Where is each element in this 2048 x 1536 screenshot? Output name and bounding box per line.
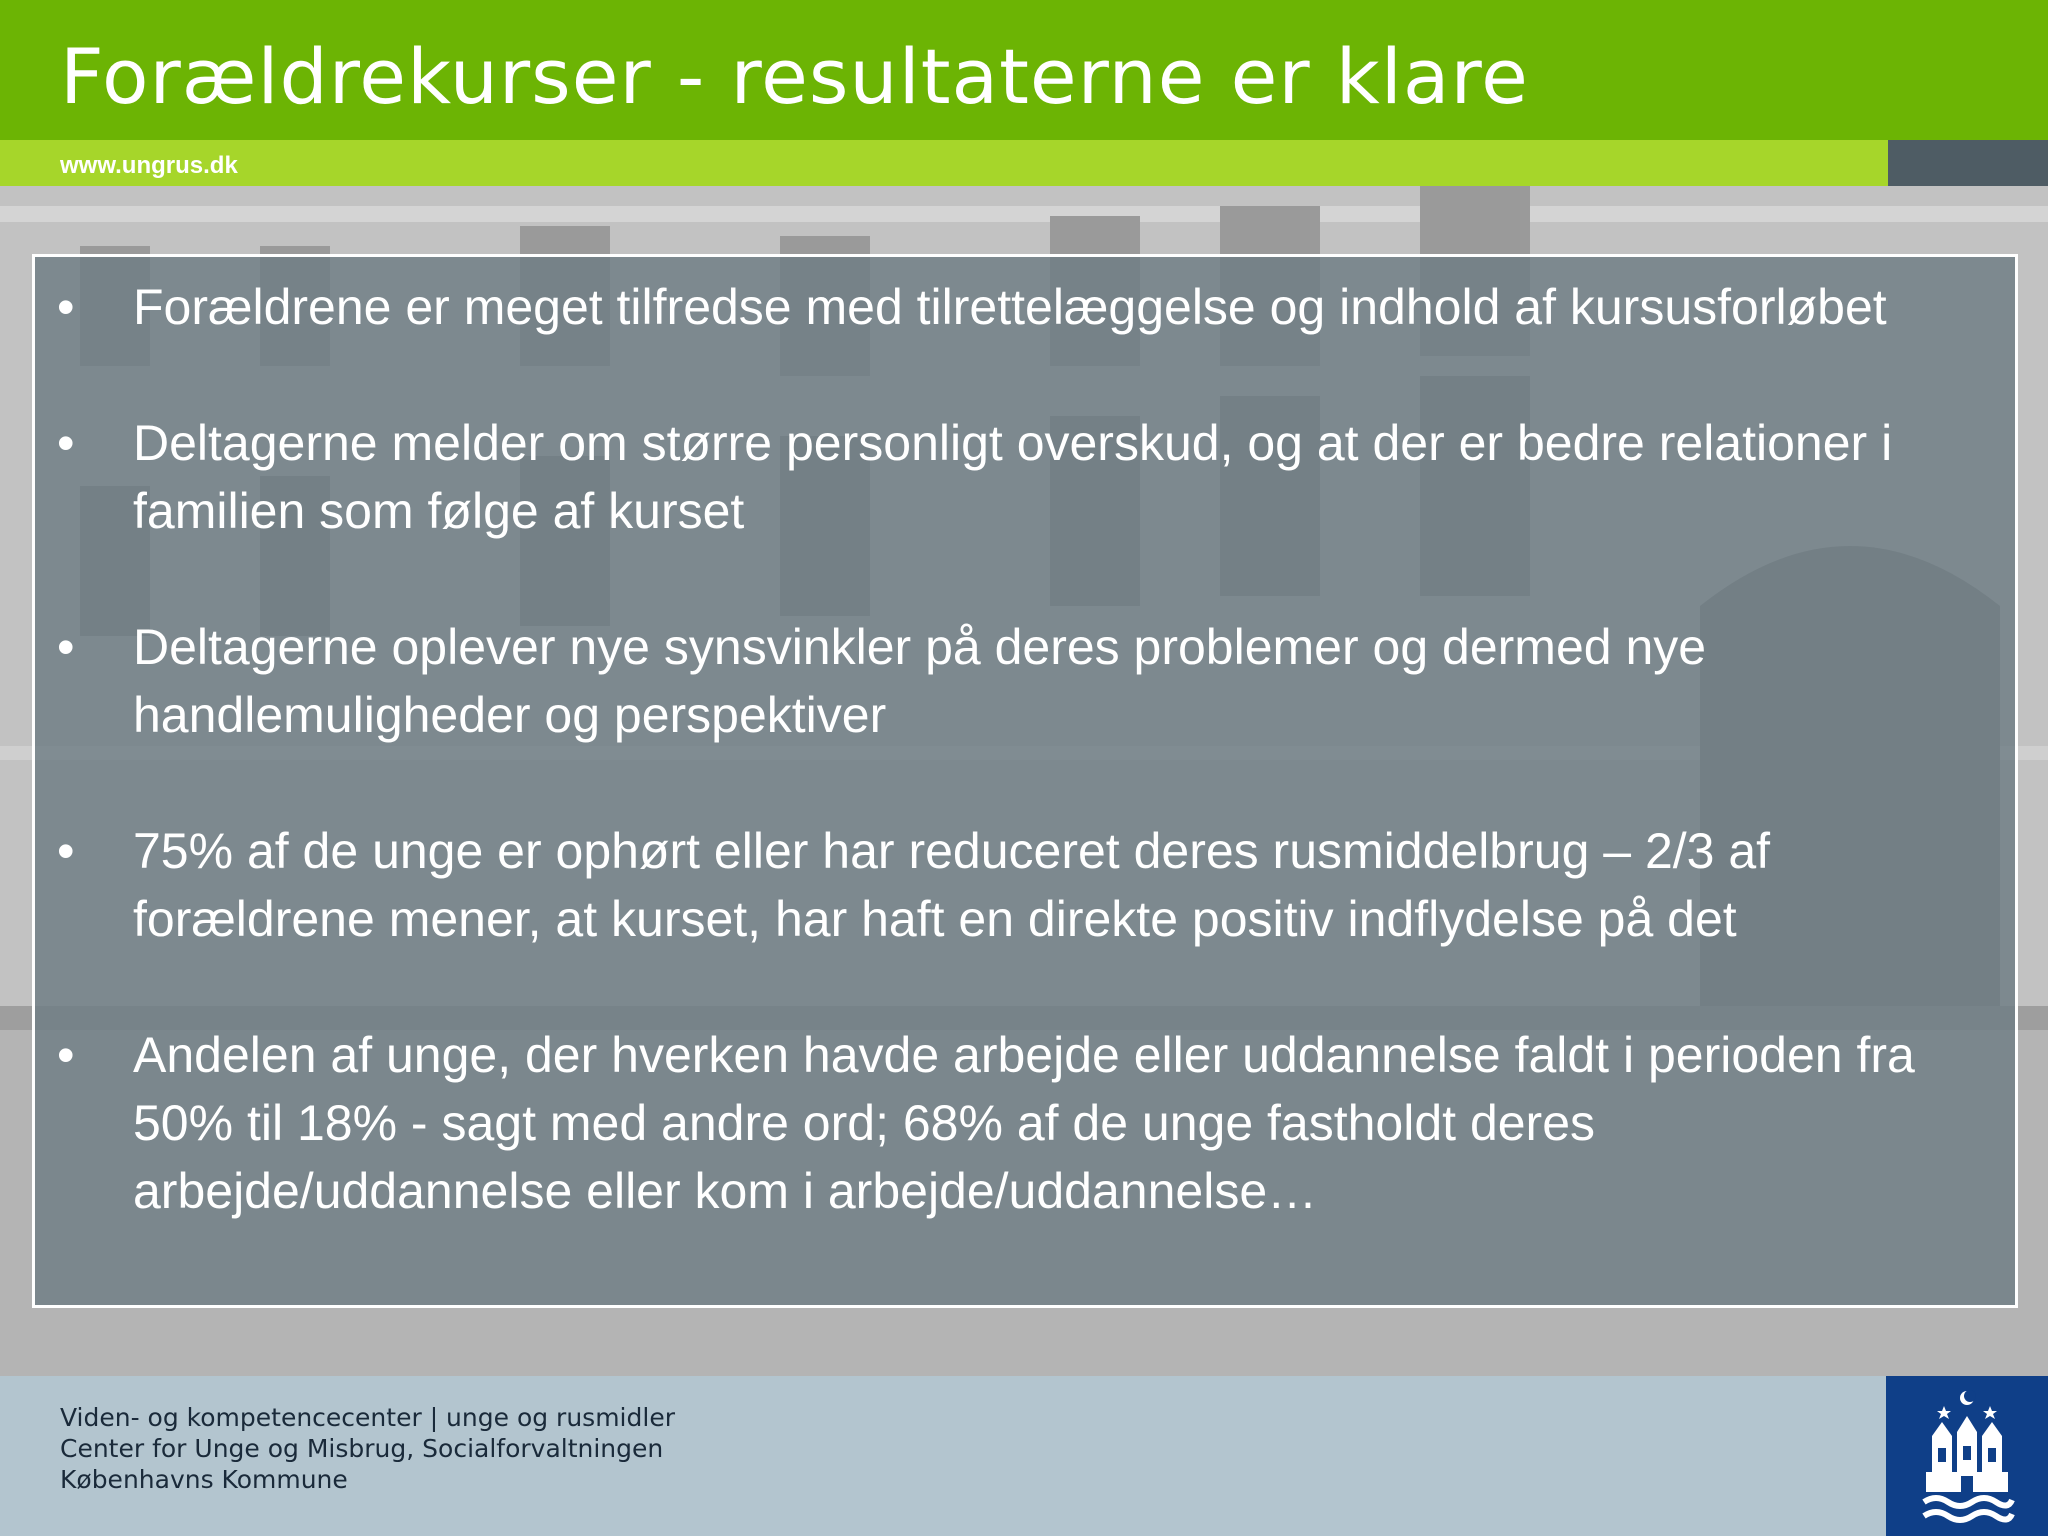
bullet-marker: • (57, 1027, 75, 1083)
kobenhavns-kommune-logo (1886, 1376, 2048, 1536)
slide-title: Forældrekurser - resultaterne er klare (60, 32, 1529, 121)
bullet-item (35, 613, 2015, 749)
bullet-item (35, 1021, 2015, 1225)
bullet-text: Deltagerne melder om større personligt overskud, og at der er bedre relationer i familien som følge af kurset (133, 415, 1893, 539)
bullet-text: Andelen af unge, der hverken havde arbejde eller uddannelse faldt i perioden fra 50% til 18% - sagt med andre ord; 68% af de unge fastholdt deres arbejde/uddannelse eller kom i arbejde/uddannelse… (133, 1027, 1915, 1219)
bullet-marker: • (57, 415, 75, 471)
slide-footer (0, 1376, 2048, 1536)
organization-info (60, 1402, 675, 1495)
footer-line-department: Center for Unge og Misbrug, Socialforvaltningen (60, 1434, 664, 1463)
footer-line-municipality: Københavns Kommune (60, 1465, 348, 1494)
header-subbar (0, 140, 1888, 186)
website-url: www.ungrus.dk (60, 152, 238, 179)
footer-line-center: Viden- og kompetencecenter | unge og rusmidler (60, 1403, 675, 1432)
bullet-marker: • (57, 823, 75, 879)
bullet-text: 75% af de unge er ophørt eller har reduceret deres rusmiddelbrug – 2/3 af forældrene mener, at kurset, har haft en direkte positiv indflydelse på det (133, 823, 1771, 947)
slide-header (0, 0, 2048, 140)
bullet-text: Deltagerne oplever nye synsvinkler på deres problemer og dermed nye handlemuligheder og perspektiver (133, 619, 1707, 743)
bullet-item (35, 817, 2015, 953)
bullet-text: Forældrene er meget tilfredse med tilrettelæggelse og indhold af kursusforløbet (133, 279, 1887, 335)
bullet-marker: • (57, 619, 75, 675)
bullet-list (35, 273, 2015, 1225)
bullet-item (35, 409, 2015, 545)
bullet-marker: • (57, 279, 75, 335)
content-panel (32, 254, 2018, 1308)
castle-crest-icon (1886, 1376, 2048, 1536)
header-subbar-accent (1888, 140, 2048, 186)
bullet-item (35, 273, 2015, 341)
